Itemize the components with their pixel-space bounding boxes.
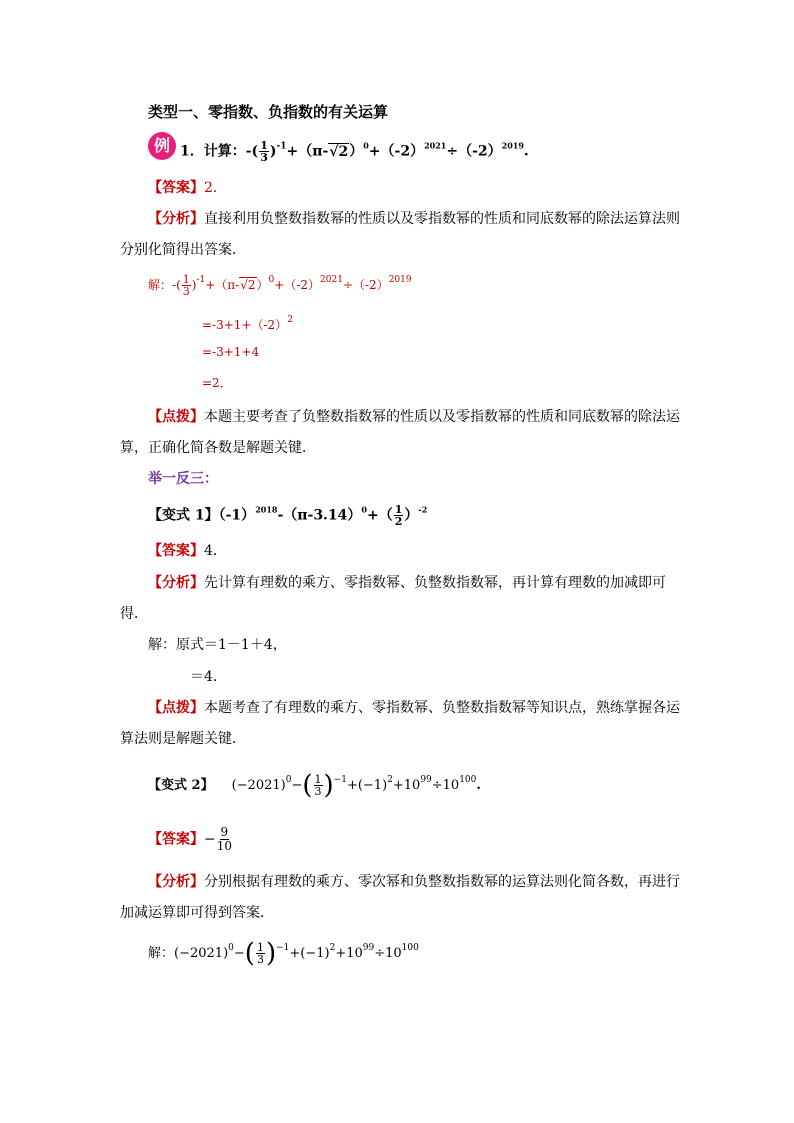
variant-1: 【变式 1】$(-1)^{2018}-(\pi-3.14)^0+$（ $\frac{1}{2}$ ）$^{-2}$ (148, 503, 428, 528)
solution-1-line-3: =-3+1+4 (202, 345, 260, 359)
tip-1-line-2: 算，正确化简各数是解题关键． (120, 440, 316, 456)
exponent: -1 (276, 141, 287, 152)
solution-1-line-1: 解：-( $\frac{1}{3}$ )$^{-1}+(\pi-√2)^0+(-2)^{2021}\div(-2)^{2019}$ (148, 273, 412, 298)
fraction-one-third: $\frac{1}{3}$ (182, 273, 190, 298)
tip-2-line-2: 算法则是解题关键． (120, 731, 246, 747)
tip-2-line-1 (148, 697, 680, 717)
tip-tag: 【点拨】 (148, 409, 204, 425)
answer-tag: 【答案】 (148, 831, 204, 848)
math-text: ÷（-2） (446, 143, 502, 160)
answer-2 (148, 540, 227, 560)
exponent: 2019 (501, 140, 524, 151)
example-prompt: 计算： (203, 143, 246, 160)
solution-1-line-4: =2． (202, 376, 232, 390)
analysis-text: 先计算有理数的乘方、零指数幂、负整数指数幂，再计算有理数的加减即可 (204, 575, 666, 591)
analysis-3-line-2: 加减运算即可得到答案． (120, 905, 274, 921)
tip-tag: 【点拨】 (148, 700, 204, 716)
tip-text: 本题考查了有理数的乘方、零指数幂、负整数指数幂等知识点，熟练掌握各运 (204, 700, 680, 716)
answer-tag: 【答案】 (148, 543, 204, 559)
answer-tag: 【答案】 (148, 180, 204, 196)
analysis-1-line-1 (148, 208, 680, 228)
fraction-one-third: $\frac{1}{3}$ (256, 941, 264, 966)
analysis-2-line-2: 得． (120, 606, 148, 622)
math-text: ) (269, 143, 277, 160)
fraction-answer: $\frac{9}{10}$ (216, 825, 233, 853)
answer-value: 4． (204, 543, 227, 559)
solution-2-line-2: ＝4． (190, 669, 227, 685)
fraction-one-half: $\frac{1}{2}$ (394, 503, 403, 528)
tip-text: 本题主要考查了负整数指数幂的性质以及零指数幂的性质和同底数幂的除法运 (204, 409, 680, 425)
variant-tag: 【变式 1】 (148, 507, 219, 524)
variant-2: 【变式 2】 $(-2021)^0-$( $\frac{1}{3}$ )$^{-1}+(-1)^2+10^{99}\div 10^{100}$. (148, 770, 481, 801)
math-text: -( (245, 143, 259, 160)
math-text: ） (349, 143, 364, 160)
variant-tag: 【变式 2】 (148, 778, 214, 793)
analysis-3-line-1 (148, 871, 680, 891)
math-text: . (523, 143, 529, 160)
solution-label: 解： (148, 946, 175, 961)
exponent: 2021 (424, 140, 447, 151)
answer-value: 2． (204, 180, 227, 196)
analysis-2-line-1 (148, 572, 666, 592)
analysis-text: 分别根据有理数的乘方、零次幂和负整数指数幂的运算法则化简各数，再进行 (204, 874, 680, 890)
solution-label: 解： (148, 278, 173, 292)
analysis-1-line-2: 分别化简得出答案． (120, 242, 246, 258)
solution-label: 解： (148, 637, 176, 653)
solution-1-line-2: $=-3+1+(-2)^2$ (202, 315, 293, 332)
fraction-one-third: $\frac{1}{3}$ (260, 139, 268, 164)
sqrt-symbol: √2 (329, 143, 349, 160)
solution-2-line-1: 解：原式＝1－1＋4， (148, 637, 287, 653)
tip-1-line-1 (148, 406, 680, 426)
exponent: 0 (363, 140, 369, 151)
example-number: 1． (180, 143, 204, 160)
example-problem (180, 140, 529, 163)
answer-1 (148, 177, 227, 197)
analysis-tag: 【分析】 (148, 575, 204, 591)
sqrt-symbol: √2 (240, 278, 256, 292)
solution-3-line-1: 解：$(-2021)^0-$( $\frac{1}{3}$ )$^{-1}+(-1)^2+10^{99}\div 10^{100}$ (148, 938, 419, 969)
analysis-tag: 【分析】 (148, 874, 204, 890)
analysis-text: 直接利用负整数指数幂的性质以及零指数幂的性质和同底数幂的除法运算法则 (204, 211, 680, 227)
answer-3: 【答案】− $\frac{9}{10}$ (148, 825, 233, 853)
example-badge-icon: 例 (148, 132, 176, 160)
math-text: +（-2） (368, 143, 425, 160)
section-heading: 类型一、零指数、负指数的有关运算 (148, 103, 389, 121)
analysis-tag: 【分析】 (148, 211, 204, 227)
math-text: +（π- (286, 143, 329, 160)
fraction-one-third: $\frac{1}{3}$ (314, 773, 322, 798)
section-practice-title: 举一反三： (148, 471, 218, 487)
